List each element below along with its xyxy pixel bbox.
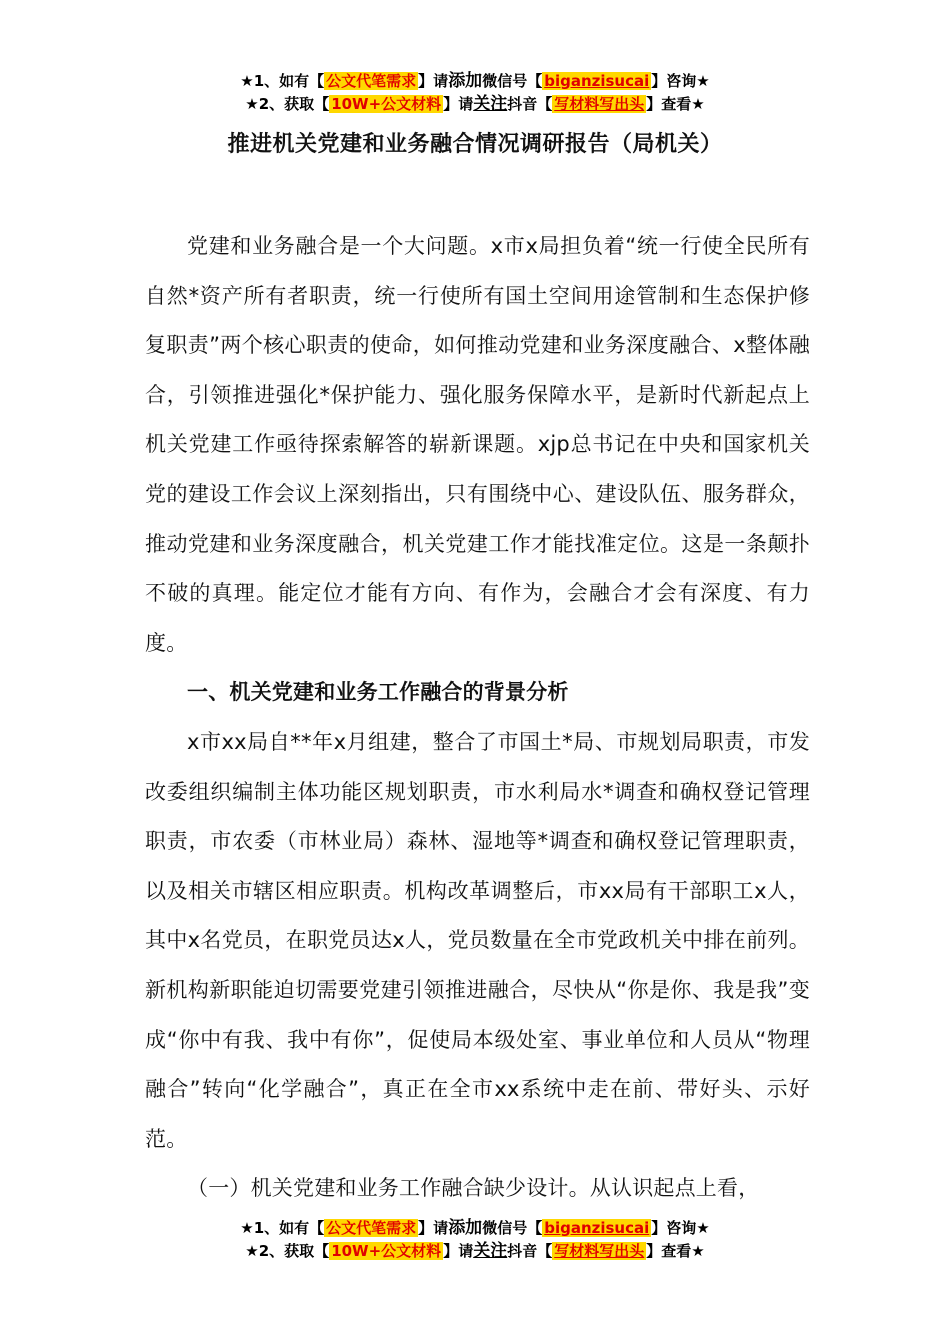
promo-text: 】查看★ — [646, 95, 705, 113]
promo-emphasis: 关注 — [473, 1241, 508, 1261]
promo-highlight: 10W+公文材料 — [331, 1242, 442, 1260]
body-paragraph: x市xx局自**年x月组建，整合了市国土*局、市规划局职责，市发改委组织编制主体功能区规划职责，市水利局水*调查和确权登记管理职责，市农委（市林业局）森林、湿地等*调查和确权登记管理职责，以及相关市辖区相应职责。机构改革调整后，市xx局有干部职工x人，其中x名党员，在职党员达x人，党员数量在全市党政机关中排在前列。新机构新职能迫切需要党建引领推进融合，尽快从“你是你、我是我”变成“你中有我、我中有你”，促使局本级处室、事业单位和人员从“物理融合”转向“化学融合”，真正在全市xx系统中走在前、带好头、示好范。 — [145, 729, 810, 1151]
body-paragraph: 党建和业务融合是一个大问题。x市x局担负着“统一行使全民所有自然*资产所有者职责，统一行使所有国土空间用途管制和生态保护修复职责”两个核心职责的使命，如何推动党建和业务深度融合、x整体融合，引领推进强化*保护能力、强化服务保障水平，是新时代新起点上机关党建工作亟待探索解答的崭新课题。xjp总书记在中央和国家机关党的建设工作会议上深刻指出，只有围绕中心、建设队伍、服务群众，推动党建和业务深度融合，机关党建工作才能找准定位。这是一条颠扑不破的真理。能定位才能有方向、有作为，会融合才会有深度、有力度。 — [145, 234, 810, 655]
promo-wechat-id: biganzisucai — [544, 1219, 650, 1237]
promo-text: 微信号【 — [482, 72, 543, 90]
promo-text: ★1、如有【 — [240, 1219, 325, 1237]
promo-emphasis: 添加 — [448, 71, 483, 91]
promo-text: ★2、获取【 — [245, 95, 330, 113]
promo-wechat-id: biganzisucai — [544, 72, 650, 90]
promo-banner-top — [0, 70, 950, 116]
body-paragraph: （一）机关党建和业务工作融合缺少设计。从认识起点上看， — [187, 1176, 760, 1201]
promo-text: 微信号【 — [482, 1219, 543, 1237]
promo-text: 】请 — [418, 1219, 449, 1237]
promo-line-2 — [0, 1240, 950, 1263]
promo-emphasis: 关注 — [473, 94, 508, 114]
promo-douyin-id: 写材料写出头 — [554, 1242, 645, 1260]
promo-text: ★1、如有【 — [240, 72, 325, 90]
promo-highlight: 10W+公文材料 — [331, 95, 442, 113]
document-title: 推进机关党建和业务融合情况调研报告（局机关） — [227, 132, 723, 157]
promo-text: 】请 — [443, 1242, 474, 1260]
promo-text: 】咨询★ — [651, 72, 710, 90]
promo-douyin-id: 写材料写出头 — [554, 95, 645, 113]
promo-highlight: 公文代笔需求 — [326, 1219, 417, 1237]
promo-emphasis: 添加 — [448, 1218, 483, 1238]
promo-highlight: 公文代笔需求 — [326, 72, 417, 90]
promo-line-1 — [0, 70, 950, 93]
promo-text: 】请 — [418, 72, 449, 90]
promo-text: 抖音【 — [507, 1242, 553, 1260]
promo-line-2 — [0, 93, 950, 116]
section-heading: 一、机关党建和业务工作融合的背景分析 — [187, 680, 569, 705]
promo-text: ★2、获取【 — [245, 1242, 330, 1260]
promo-text: 抖音【 — [507, 95, 553, 113]
promo-banner-bottom — [0, 1217, 950, 1263]
promo-line-1 — [0, 1217, 950, 1240]
promo-text: 】请 — [443, 95, 474, 113]
promo-text: 】咨询★ — [651, 1219, 710, 1237]
document-body — [145, 222, 810, 1214]
promo-text: 】查看★ — [646, 1242, 705, 1260]
